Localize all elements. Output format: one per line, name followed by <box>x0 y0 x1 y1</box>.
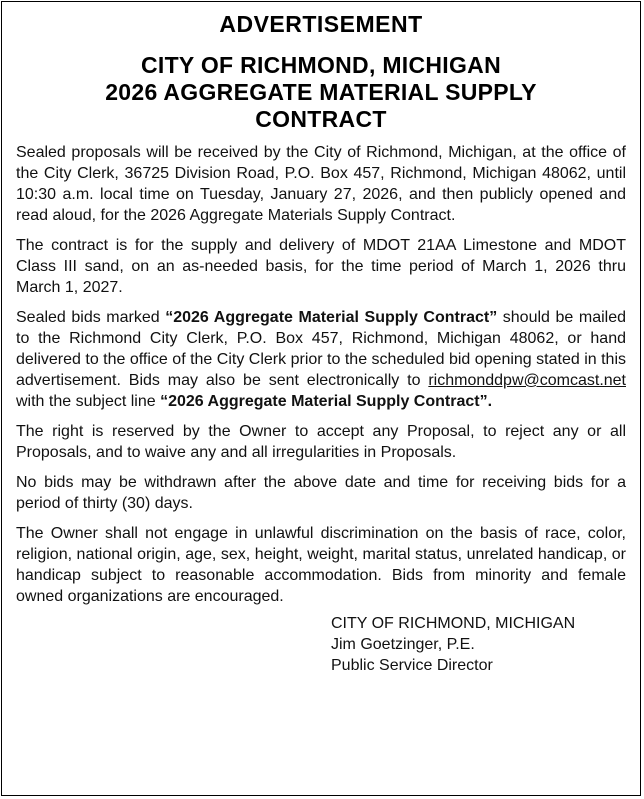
title-line-city: CITY OF RICHMOND, MICHIGAN <box>140 52 502 78</box>
signature-block <box>331 613 626 676</box>
advertisement-kicker: ADVERTISEMENT <box>219 11 423 37</box>
title-line-contract-cont: CONTRACT <box>255 106 387 132</box>
title-line-contract: 2026 AGGREGATE MATERIAL SUPPLY <box>105 79 537 105</box>
paragraph-withdrawal: No bids may be withdrawn after the above date and time for receiving bids for a period of thirty (30) days. <box>16 474 626 512</box>
email-link[interactable]: richmonddpw@comcast.net <box>428 372 626 389</box>
signature-organization: CITY OF RICHMOND, MICHIGAN <box>331 615 576 632</box>
contract-name-bold: “2026 Aggregate Material Supply Contract” <box>165 309 498 326</box>
notice-title <box>16 52 626 133</box>
signature-title: Public Service Director <box>331 657 493 674</box>
paragraph-nondiscrimination: The Owner shall not engage in unlawful discrimination on the basis of race, color, religion, national origin, age, sex, height, weight, marital status, unrelated handicap, or handicap subject to reasonable accommodation. Bids from minority and female owned organizations are encouraged. <box>16 525 626 605</box>
paragraph-sealed-proposals: Sealed proposals will be received by the City of Richmond, Michigan, at the office of the City Clerk, 36725 Division Road, P.O. Box 457, Richmond, Michigan 48062, until 10:30 a.m. local time on Tuesday, January 27, 2026, and then publicly opened and read aloud, for the 2026 Aggregate Materials Supply Contract. <box>16 144 626 224</box>
bid-submission-intro: Sealed bids marked <box>16 309 166 326</box>
signature-name: Jim Goetzinger, P.E. <box>331 636 475 653</box>
paragraph-contract-scope: The contract is for the supply and delivery of MDOT 21AA Limestone and MDOT Class III sand, on an as-needed basis, for the time period of March 1, 2026 thru March 1, 2027. <box>16 237 626 296</box>
advertisement-notice <box>1 1 641 796</box>
paragraph-bid-submission <box>16 307 626 412</box>
paragraph-owner-rights: The right is reserved by the Owner to accept any Proposal, to reject any or all Proposals, and to waive any and all irregularities in Proposals. <box>16 423 626 461</box>
bid-submission-middle: should be mailed to the Richmond City Clerk, P.O. Box 457, Richmond, Michigan 48062, or hand delivered to the office of the City Clerk prior to the scheduled bid opening stated in this advertisement. Bids may also be sent electronically to <box>16 309 626 389</box>
subject-line-bold: “2026 Aggregate Material Supply Contract”. <box>160 393 493 410</box>
bid-submission-subject-intro: with the subject line <box>16 393 161 410</box>
